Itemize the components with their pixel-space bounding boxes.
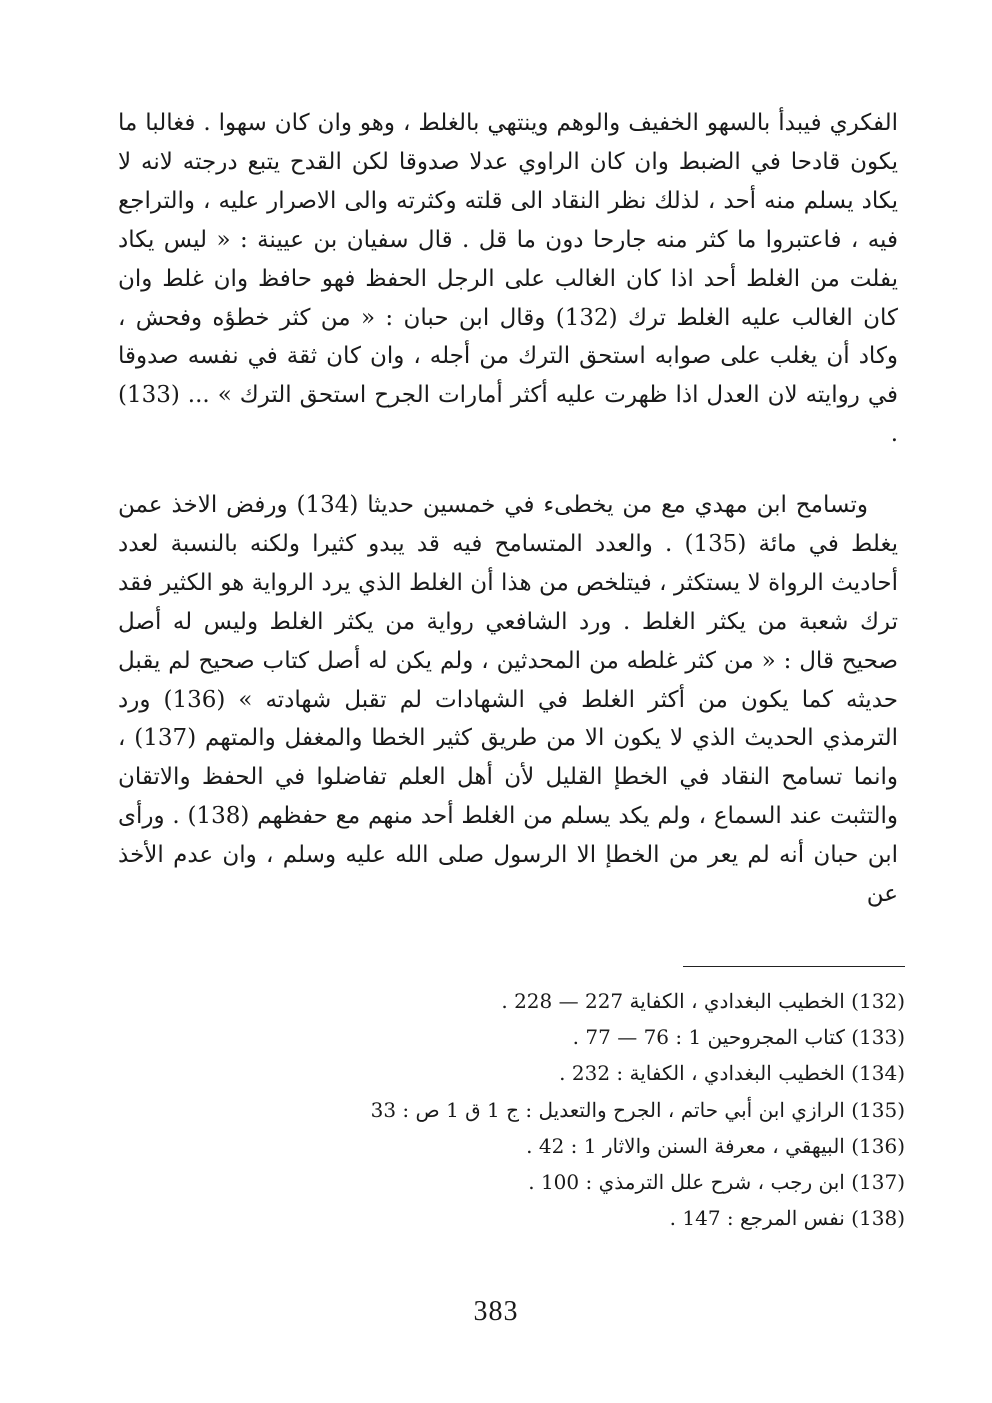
- footnote-136: (136) البيهقي ، معرفة السنن والاثار 1 : 42 .: [526, 1133, 905, 1158]
- footnote-135: (135) الرازي ابن أبي حاتم ، الجرح والتعديل : ج 1 ق 1 ص : 33: [370, 1097, 905, 1122]
- footnote-separator: [683, 966, 905, 967]
- footnote-137: (137) ابن رجب ، شرح علل الترمذي : 100 .: [528, 1170, 905, 1195]
- paragraph-text: وتسامح ابن مهدي مع من يخطىء في خمسين حديثا (134) ورفض الاخذ عمن يغلط في مائة (135) . والعدد المتسامح فيه قد يبدو كثيرا ولكنه بالنسبة لعدد أحاديث الرواة لا يستكثر ، فيتلخص من هذا أن الغلط الذي يرد الرواية هو الكثير فقد ترك شعبة من يكثر الغلط . ورد الشافعي رواية من يكثر الغلط وليس له أصل صحيح قال : « من كثر غلطه من المحدثين ، ولم يكن له أصل كتاب صحيح لم يقبل حديثه كما يكون من أكثر الغلط في الشهادات لم تقبل شهادته » (136) ورد الترمذي الحديث الذي لا يكون الا من طريق كثير الخطا والمغفل والمتهم (137) ، وانما تسامح النقاد في الخطإ القليل لأن أهل العلم تفاضلوا في الحفظ والاتقان والتثبت عند السماع ، ولم يكد يسلم من الغلط أحد منهم مع حفظهم (138) . ورأى ابن حبان أنه لم يعر من الخطإ الا الرسول صلى الله عليه وسلم ، وان عدم الأخذ عن: [118, 492, 899, 908]
- body-paragraph-1: [118, 104, 898, 454]
- body-paragraph-2: [118, 486, 898, 914]
- footnotes: [300, 983, 905, 1236]
- footnote-133: (133) كتاب المجروحين 1 : 76 — 77 .: [572, 1025, 905, 1050]
- footnote-138: (138) نفس المرجع : 147 .: [669, 1206, 905, 1231]
- paragraph-text: الفكري فيبدأ بالسهو الخفيف والوهم وينتهي بالغلط ، وهو وان كان سهوا . فغالبا ما يكون قادحا في الضبط وان كان الراوي عدلا صدوقا لكن القدح يتبع درجته لانه لا يكاد يسلم منه أحد ، لذلك نظر النقاد الى قلته وكثرته والى الاصرار عليه ، والتراجع فيه ، فاعتبروا ما كثر منه جارحا دون ما قل . قال سفيان بن عيينة : « ليس يكاد يفلت من الغلط أحد اذا كان الغالب على الرجل الحفظ فهو حافظ وان غلط وان كان الغالب عليه الغلط ترك (132) وقال ابن حبان : « من كثر خطؤه وفحش ، وكاد أن يغلب على صوابه استحق الترك من أجله ، وان كان ثقة في نفسه صدوقا في روايته لان العدل اذا ظهرت عليه أكثر أمارات الجرح استحق الترك » ... (133) .: [118, 110, 898, 448]
- footnote-134: (134) الخطيب البغدادي ، الكفاية : 232 .: [559, 1061, 905, 1086]
- footnote-132: (132) الخطيب البغدادي ، الكفاية 227 — 228 .: [501, 989, 905, 1013]
- page-number: 383: [473, 1296, 519, 1327]
